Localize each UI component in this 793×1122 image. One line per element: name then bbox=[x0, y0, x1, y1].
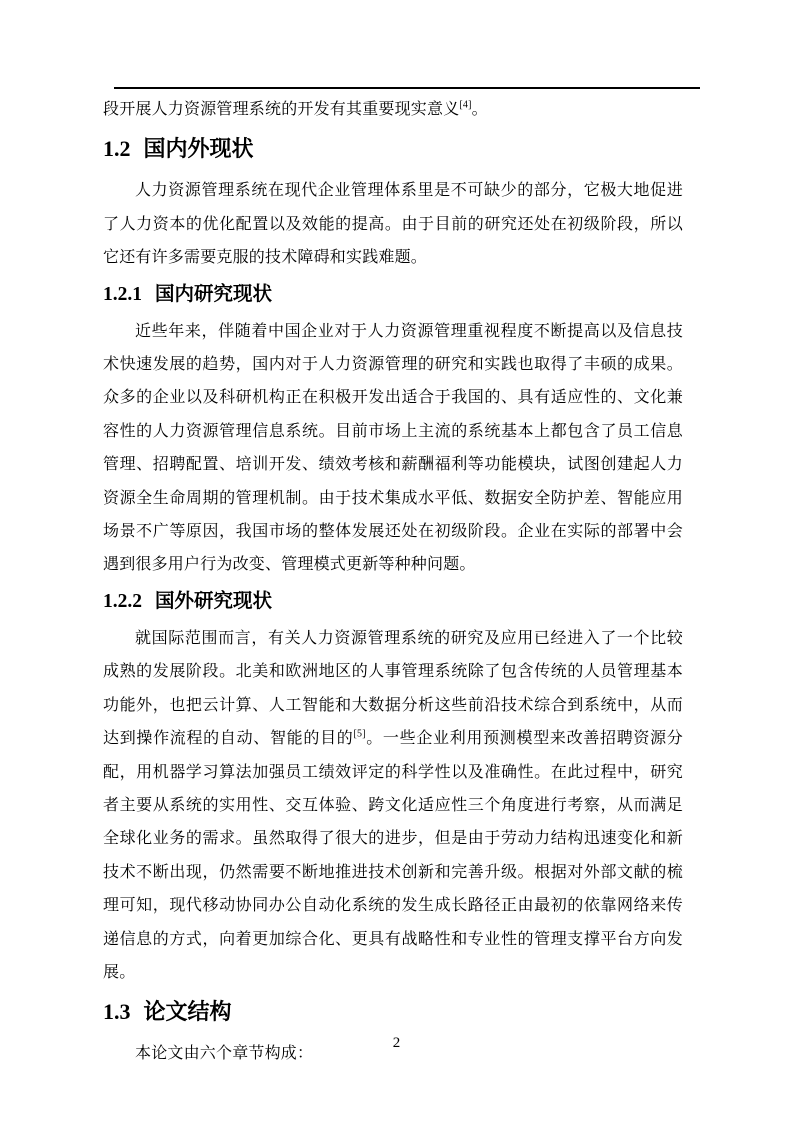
page-number: 2 bbox=[392, 1035, 401, 1051]
paragraph-1-3: 本论文由六个章节构成： bbox=[135, 1045, 314, 1063]
heading-1-2 bbox=[103, 134, 683, 164]
heading-1-2-1-title: 国内研究现状 bbox=[155, 282, 273, 305]
heading-1-2-2-title: 国外研究现状 bbox=[155, 589, 273, 612]
paragraph-1-2-1: 近些年来，伴随着中国企业对于人力资源管理重视程度不断提高以及信息技术快速发展的趋势，国内对于人力资源管理的研究和实践也取得了丰硕的成果。众多的企业以及科研机构正在积极开发出适合于我国的、具有适应性的、文化兼容性的人力资源管理信息系统。目前市场上主流的系统基本上都包含了员工信息管理、招聘配置、培训开发、绩效考核和薪酬福利等功能模块，试图创建起人力资源全生命周期的管理机制。由于技术集成水平低、数据安全防护差、智能应用场景不广等原因，我国市场的整体发展还处在初级阶段。企业在实际的部署中会遇到很多用户行为改变、管理模式更新等种种问题。 bbox=[103, 322, 683, 574]
heading-1-2-2-number: 1.2.2 bbox=[103, 590, 142, 612]
heading-1-3-title: 论文结构 bbox=[143, 999, 232, 1025]
continuation-text: 段开展人力资源管理系统的开发有其重要现实意义 bbox=[103, 101, 460, 118]
heading-1-2-2 bbox=[103, 588, 683, 615]
heading-1-2-number: 1.2 bbox=[103, 136, 131, 162]
heading-1-2-1-number: 1.2.1 bbox=[103, 283, 142, 305]
citation-ref-5: [5] bbox=[353, 728, 366, 740]
citation-ref-4: [4] bbox=[459, 99, 472, 111]
paragraph-1-2-2-text: 就国际范围而言，有关人力资源管理系统的研究及应用已经进入了一个比较成熟的发展阶段。北美和欧洲地区的人事管理系统除了包含传统的人员管理基本功能外，也把云计算、人工智能和大数据分析这些前沿技术综合到系统中，从而达到操作流程的自动、智能的目的 bbox=[103, 629, 683, 748]
heading-1-3 bbox=[103, 997, 683, 1027]
page-content bbox=[103, 89, 683, 1071]
continuation-text-end: 。 bbox=[471, 101, 488, 118]
heading-1-3-number: 1.3 bbox=[103, 999, 131, 1025]
continuation-paragraph bbox=[103, 93, 683, 126]
paragraph-1-2-2 bbox=[103, 622, 683, 989]
paragraph-1-2-2-text-end: 。一些企业利用预测模型来改善招聘资源分配，用机器学习算法加强员工绩效评定的科学性以及准确性。在此过程中，研究者主要从系统的实用性、交互体验、跨文化适应性三个角度进行考察，从而满足全球化业务的需求。虽然取得了很大的进步，但是由于劳动力结构迅速变化和新技术不断出现，仍然需要不断地推进技术创新和完善升级。根据对外部文献的梳理可知，现代移动协同办公自动化系统的发生成长路径正由最初的依靠网络来传递信息的方式，向着更加综合化、更具有战略性和专业性的管理支撑平台方向发展。 bbox=[103, 730, 683, 981]
page-footer bbox=[0, 1034, 793, 1052]
heading-1-2-title: 国内外现状 bbox=[143, 136, 254, 162]
heading-1-2-1 bbox=[103, 281, 683, 308]
paragraph-1-2: 人力资源管理系统在现代企业管理体系里是不可缺少的部分，它极大地促进了人力资本的优化配置以及效能的提高。由于目前的研究还处在初级阶段，所以它还有许多需要克服的技术障碍和实践难题。 bbox=[103, 182, 683, 267]
